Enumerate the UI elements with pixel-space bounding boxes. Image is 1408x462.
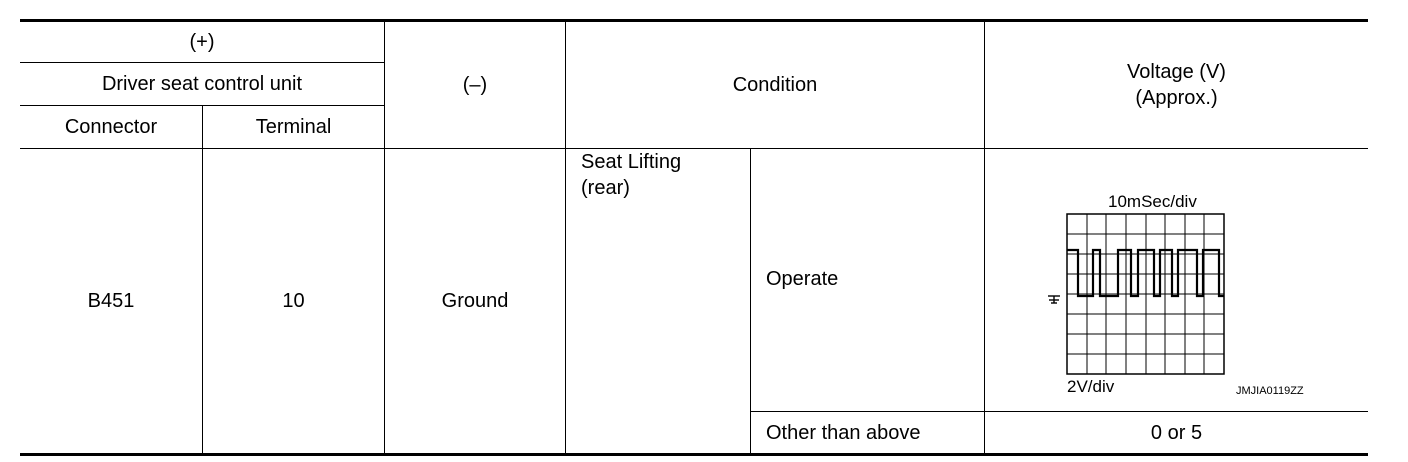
- header-unit: Driver seat control unit: [101, 73, 303, 95]
- row-sub-operate: Operate: [766, 268, 839, 290]
- header-voltage-line1: Voltage (V): [1127, 61, 1226, 83]
- col-divider-subcondition: [750, 149, 751, 455]
- header-voltage: [985, 22, 1368, 148]
- row-terminal: 10: [282, 290, 305, 312]
- header-voltage-line2: (Approx.): [1135, 87, 1218, 109]
- row-minus: Ground: [441, 290, 509, 312]
- scope-volt-div: 2V/div: [1067, 377, 1115, 396]
- header-minus: (–): [462, 74, 488, 96]
- scope-time-div: 10mSec/div: [1108, 192, 1197, 211]
- header-plus: (+): [189, 31, 215, 53]
- oscilloscope-svg: [1040, 190, 1330, 405]
- header-terminal: Terminal: [255, 116, 332, 138]
- scope-grid-lines: [1067, 214, 1224, 374]
- row-condition-line2: (rear): [581, 177, 630, 199]
- row-connector: B451: [87, 290, 135, 312]
- row-condition: [581, 149, 746, 453]
- row-value-other: 0 or 5: [1150, 421, 1203, 444]
- header-condition: Condition: [732, 74, 818, 96]
- table-bottom-border: [20, 453, 1368, 456]
- oscilloscope-figure: [1040, 190, 1330, 405]
- scope-ref-code: JMJIA0119ZZ: [1236, 385, 1304, 397]
- ground-icon: [1048, 296, 1060, 303]
- row-condition-line1: Seat Lifting: [581, 151, 682, 173]
- header-connector: Connector: [64, 116, 158, 138]
- row-sub-other: Other than above: [766, 421, 921, 444]
